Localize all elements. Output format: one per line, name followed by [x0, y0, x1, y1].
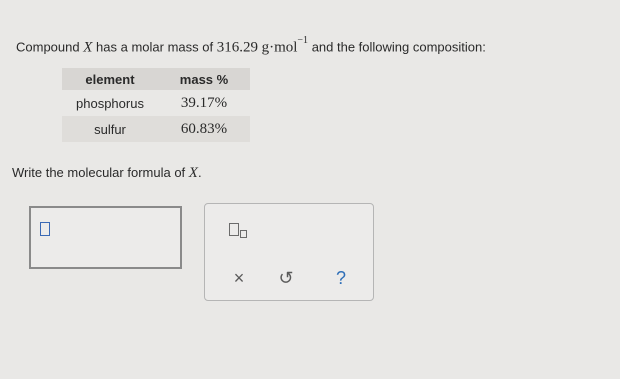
answer-input[interactable] — [29, 206, 182, 269]
formula-palette — [204, 203, 374, 301]
molar-mass-unit: g·mol — [261, 39, 298, 56]
mass-cell: 60.83% — [180, 120, 228, 137]
header-element: element — [85, 71, 135, 87]
clear-button[interactable]: × — [233, 268, 245, 288]
subscript-base-box — [229, 223, 239, 236]
element-cell: sulfur — [94, 121, 126, 137]
table-row — [62, 90, 250, 116]
compound-variable: X — [83, 39, 93, 56]
question-text — [12, 165, 202, 182]
question-period: . — [197, 165, 202, 180]
mass-cell: 39.17% — [180, 94, 228, 111]
header-mass-percent: mass % — [179, 71, 229, 87]
molar-mass-value: 316.29 — [216, 39, 258, 56]
prompt-text-1: Compound — [16, 39, 80, 55]
prompt-text-3: and the following composition: — [311, 39, 486, 55]
input-cursor-placeholder[interactable] — [40, 222, 50, 236]
composition-table — [62, 68, 250, 142]
prompt-text-2: has a molar mass of — [96, 39, 214, 55]
subscript-icon[interactable] — [225, 219, 253, 241]
element-cell: phosphorus — [76, 95, 144, 111]
table-header-row — [62, 68, 250, 90]
table-row — [62, 116, 250, 142]
problem-statement — [16, 35, 486, 56]
unit-exponent: −1 — [297, 35, 309, 46]
help-button[interactable]: ? — [335, 268, 346, 288]
subscript-small-box — [240, 230, 247, 238]
question-label: Write the molecular formula of — [12, 165, 186, 180]
undo-button[interactable]: ↺ — [278, 268, 294, 288]
question-variable: X — [188, 165, 198, 181]
